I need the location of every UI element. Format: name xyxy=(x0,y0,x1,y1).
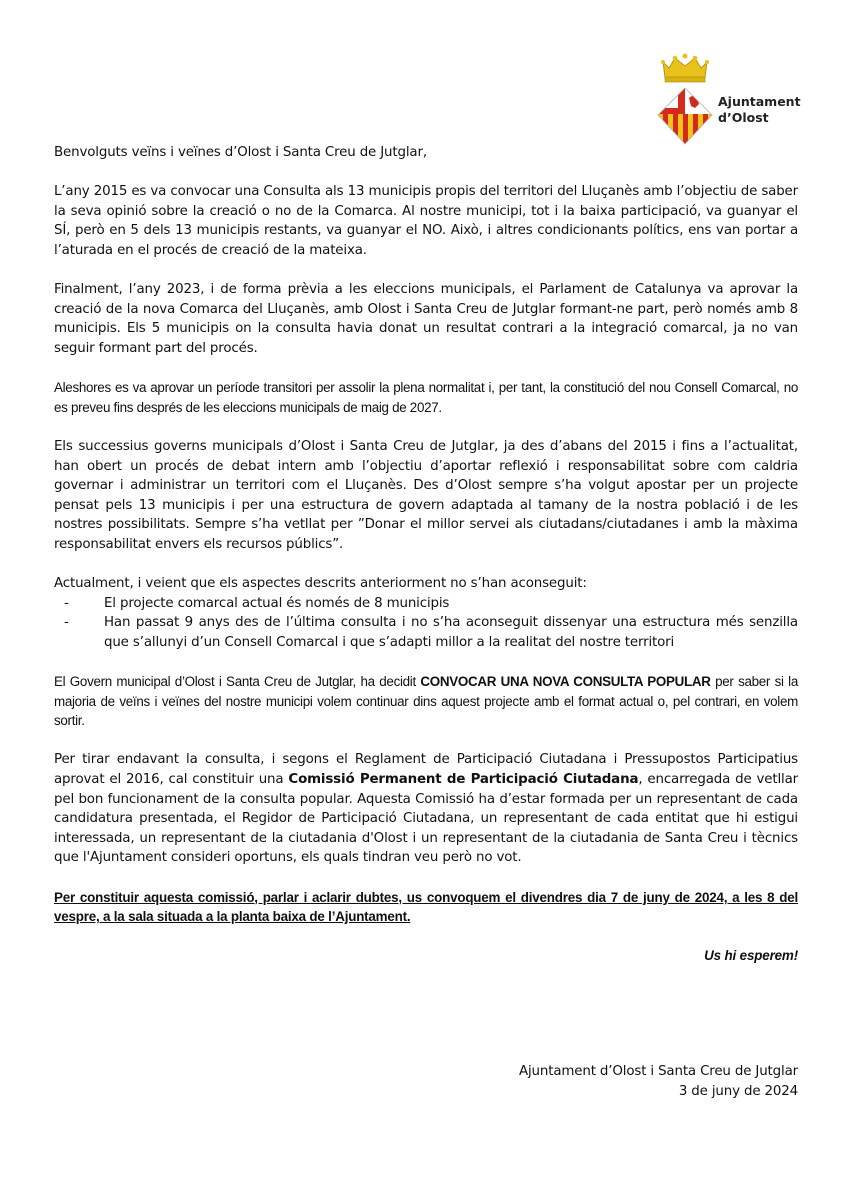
paragraph-2023-creation: Finalment, l’any 2023, i de forma prèvia a les eleccions municipals, el Parlament de Catalunya va aprovar la creació de la nova Comarca del Lluçanès, amb Olost i Santa Creu de Jutglar formant-ne part, però només amb 8 municipis. Els 5 municipis on la consulta havia donat un resultat contrari a la integració comarcal, ja no van seguir formant part del procés. xyxy=(54,282,798,356)
logo-line-1: Ajuntament xyxy=(718,94,801,109)
bullet-item: - Han passat 9 anys des de l’última consulta i no s’ha aconseguit dissenyar una estructura més senzilla que s’allunyi d’un Consell Comarcal i que s’adapti millor a la realitat del nostre territori xyxy=(104,613,798,652)
coat-of-arms-icon xyxy=(655,52,715,147)
paragraph-current-situation: Actualment, i veient que els aspectes descrits anteriorment no s’han aconseguit: xyxy=(54,576,587,592)
consultation-announcement: CONVOCAR UNA NOVA CONSULTA POPULAR xyxy=(420,674,711,690)
paragraph-transitional-period: Aleshores es va aprovar un període transitori per assolir la plena normalitat i, per tant, la constitució del nou Consell Comarcal, no es preveu fins després de les eleccions municipals de maig de 2027. xyxy=(54,380,798,415)
commission-name: Comissió Permanent de Participació Ciutadana xyxy=(288,772,639,787)
logo-text xyxy=(718,94,801,126)
signature-date: 3 de juny de 2024 xyxy=(678,1083,798,1099)
paragraph-municipal-governments: Els successius governs municipals d’Olost i Santa Creu de Jutglar, ja des d’abans del 2015 i fins a l’actualitat, han obert un procés de debat intern amb l’objectiu d’aportar reflexió i responsabilitat sobre com caldria governar i administrar un territori com el Lluçanès. Des d’Olost sempre s’ha volgut apostar per un projecte pensat pels 13 municipis i per una estructura de govern adaptada al tamany de la nostra població i de les nostres possibilitats. Sempre s’ha vetllat per ”Donar el millor servei als ciutadans/ciutadanes i amb la màxima responsabilitat envers els recursos públics”. xyxy=(54,438,798,552)
crown-icon xyxy=(661,54,709,83)
logo-line-2: d’Olost xyxy=(718,110,769,125)
signoff: Us hi esperem! xyxy=(704,948,798,964)
municipal-logo xyxy=(655,52,815,147)
bullet-item: - El projecte comarcal actual és només de 8 municipis xyxy=(104,594,798,614)
paragraph-new-consultation xyxy=(54,672,798,731)
text: El Govern municipal d’Olost i Santa Creu de Jutglar, ha decidit xyxy=(54,674,421,690)
text: Per tirar endavant la consulta, i segons el Reglament de Participació Ciutadana i Pressupostos Participatius aprovat el 2016, cal constituir una xyxy=(54,752,798,787)
shield-icon xyxy=(655,88,715,147)
paragraph-commission xyxy=(54,750,798,868)
signature-name: Ajuntament d’Olost i Santa Creu de Jutglar xyxy=(518,1064,798,1079)
meeting-notice: Per constituir aquesta comissió, parlar i aclarir dubtes, us convoquem el divendres dia 7 de juny de 2024, a les 8 del vespre, a la sala situada a la planta baixa de l’Ajuntament. xyxy=(54,889,798,925)
salutation: Benvolguts veïns i veïnes d’Olost i Santa Creu de Jutglar, xyxy=(54,145,427,160)
signature-block xyxy=(519,1062,798,1101)
letter-body xyxy=(54,143,798,966)
paragraph-2015-consultation: L’any 2015 es va convocar una Consulta als 13 municipis propis del territori del Lluçanès amb l’objectiu de saber la seva opinió sobre la creació o no de la Comarca. Al nostre municipi, tot i la baixa participació, va guanyar el SÍ, però en 5 dels 13 municipis restants, va guanyar el NO. Això, i altres condicionants polítics, ens van portar a l’aturada en el procés de creació de la mateixa. xyxy=(54,184,798,258)
text: per saber si la majoria de veïns i veïnes del nostre municipi volem continuar dins aquest projecte amb el format actual o, pel contrari, en volem sortir. xyxy=(54,674,798,729)
bullet-list xyxy=(54,594,798,653)
text: , encarregada de vetllar pel bon funcionament de la consulta popular. Aquesta Comissió ha d’estar formada per un representant de cada candidatura presentada, el Regidor de Participació Ciutadana, un representant de cada entitat que hi estigui interessada, un representant de la ciutadania d'Olost i un representant de la ciutadania de Santa Creu i tècnics que l'Ajuntament consideri oportuns, els quals tindran veu però no vot. xyxy=(54,772,799,866)
